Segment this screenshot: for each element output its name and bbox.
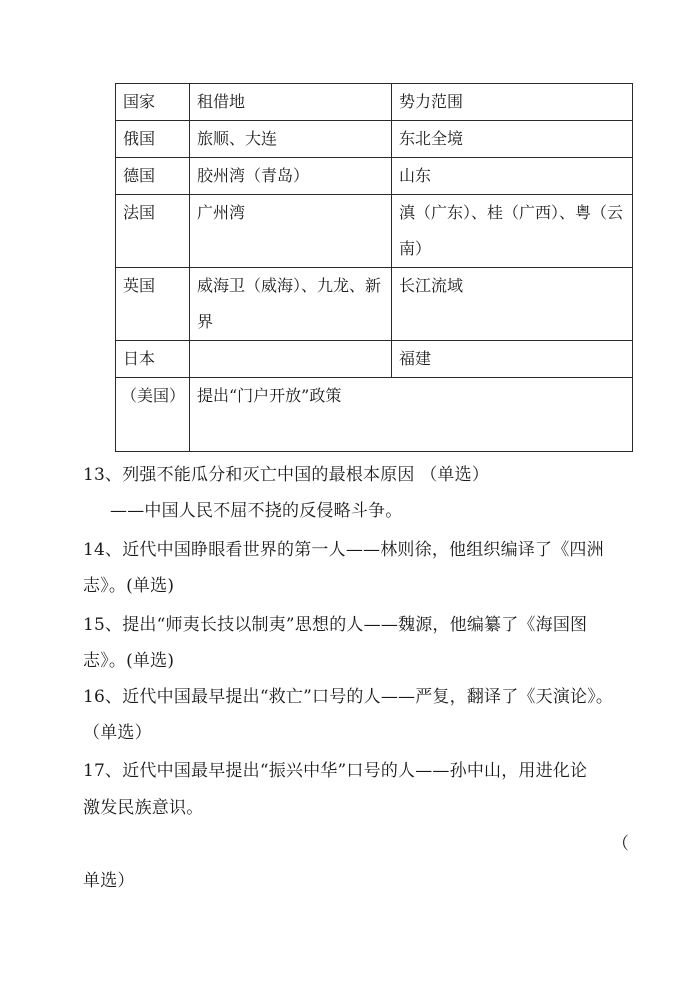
item-17-open-paren: （ xyxy=(612,834,630,854)
country-cell: 法国 xyxy=(116,195,190,268)
powers-table xyxy=(115,83,633,452)
header-country: 国家 xyxy=(116,84,190,121)
table-header-row xyxy=(116,84,633,121)
country-cell: 日本 xyxy=(116,341,190,378)
item-13-answer: ——中国人民不屈不挠的反侵略斗争。 xyxy=(110,501,403,521)
leased-territory-cell: 旅顺、大连 xyxy=(190,121,392,158)
item-14-line-1: 14、近代中国睁眼看世界的第一人——林则徐，他组织编译了《四洲 xyxy=(83,540,604,560)
header-leased-territory: 租借地 xyxy=(190,84,392,121)
country-cell: 德国 xyxy=(116,158,190,195)
table-row xyxy=(116,158,633,195)
item-13-question: 13、列强不能瓜分和灭亡中国的最根本原因 （单选） xyxy=(83,465,490,485)
open-door-policy-cell: 提出“门户开放”政策 xyxy=(190,378,633,452)
item-17-line-1: 17、近代中国最早提出“振兴中华”口号的人——孙中山，用进化论 xyxy=(83,761,588,781)
leased-territory-cell xyxy=(190,341,392,378)
country-cell: 英国 xyxy=(116,268,190,341)
sphere-cell: 滇（广东）、桂（广西）、粤（云南） xyxy=(392,195,633,268)
header-sphere-of-influence: 势力范围 xyxy=(392,84,633,121)
table-row xyxy=(116,341,633,378)
table-row xyxy=(116,195,633,268)
leased-territory-cell: 广州湾 xyxy=(190,195,392,268)
item-17-single-choice: 单选） xyxy=(83,871,135,891)
table-row xyxy=(116,268,633,341)
item-17-line-2: 激发民族意识。 xyxy=(83,798,204,818)
table-row xyxy=(116,121,633,158)
country-cell: （美国） xyxy=(116,378,190,452)
leased-territory-cell: 威海卫（威海）、九龙、新界 xyxy=(190,268,392,341)
item-16-line-2: （单选） xyxy=(83,723,152,743)
sphere-cell: 长江流域 xyxy=(392,268,633,341)
item-16-line-1: 16、近代中国最早提出“救亡”口号的人——严复，翻译了《天演论》。 xyxy=(83,687,614,707)
sphere-cell: 东北全境 xyxy=(392,121,633,158)
leased-territory-cell: 胶州湾（青岛） xyxy=(190,158,392,195)
country-cell: 俄国 xyxy=(116,121,190,158)
item-15-line-1: 15、提出“师夷长技以制夷”思想的人——魏源，他编纂了《海国图 xyxy=(83,615,588,635)
sphere-cell: 福建 xyxy=(392,341,633,378)
item-14-line-2: 志》。(单选) xyxy=(83,576,175,596)
table-row-usa xyxy=(116,378,633,452)
item-15-line-2: 志》。(单选) xyxy=(83,651,175,671)
sphere-cell: 山东 xyxy=(392,158,633,195)
